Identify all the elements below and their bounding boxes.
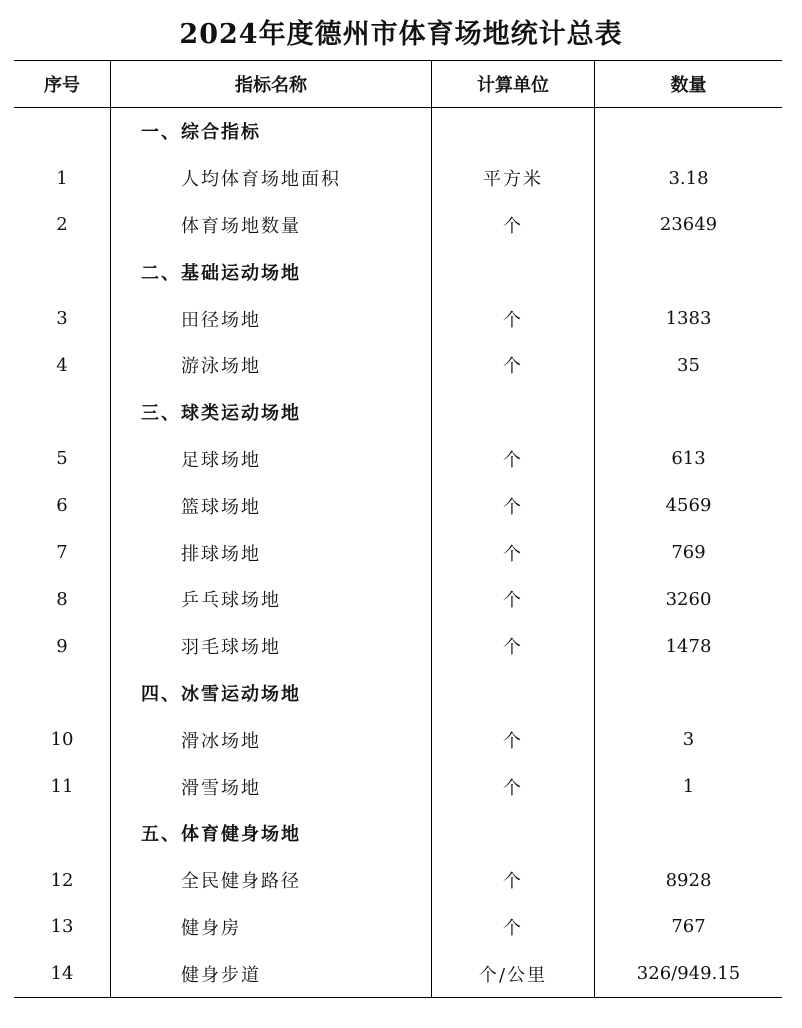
row-seq: 2: [56, 214, 68, 236]
row-name: 乒乓球场地: [111, 576, 432, 623]
row-unit: 个: [432, 763, 595, 810]
table-row: [14, 763, 782, 810]
row-unit: 个: [432, 857, 595, 904]
row-unit: 个: [432, 576, 595, 623]
row-value: 3: [595, 716, 783, 763]
row-value: [595, 248, 783, 295]
row-seq: 8: [56, 588, 68, 610]
row-value: 23649: [595, 202, 783, 249]
table-row: [14, 482, 782, 529]
category-name: 一、综合指标: [111, 108, 432, 155]
row-name: 篮球场地: [111, 482, 432, 529]
row-value: 1383: [595, 295, 783, 342]
row-seq: 14: [14, 950, 111, 997]
row-name: 羽毛球场地: [111, 623, 432, 670]
row-value: [595, 670, 783, 717]
row-unit: 个: [432, 436, 595, 483]
row-unit: 个: [432, 623, 595, 670]
category-name: 三、球类运动场地: [111, 389, 432, 436]
row-name: 健身房: [111, 904, 432, 951]
table-row: [14, 904, 782, 951]
table-row: [14, 576, 782, 623]
row-value: 3.18: [595, 155, 783, 202]
row-unit: 个: [432, 482, 595, 529]
row-seq: 1: [56, 167, 68, 189]
table-row: [14, 857, 782, 904]
row-seq: [14, 810, 111, 857]
row-seq: 4: [56, 354, 68, 376]
table-row: [14, 295, 782, 342]
header-unit: 计算单位: [432, 61, 595, 108]
row-value: [595, 389, 783, 436]
row-seq: 5: [56, 448, 68, 470]
row-seq: 6: [56, 495, 68, 517]
header-seq: 序号: [14, 61, 111, 108]
row-value: 1478: [595, 623, 783, 670]
row-name: 人均体育场地面积: [111, 155, 432, 202]
row-seq: [14, 248, 111, 295]
row-name: 游泳场地: [111, 342, 432, 389]
page-title: 2024年度德州市体育场地统计总表: [179, 19, 623, 50]
row-seq: [14, 108, 111, 155]
table-row: [14, 155, 782, 202]
table-header-row: [14, 61, 782, 108]
table-row: [14, 716, 782, 763]
row-seq: 3: [56, 308, 68, 330]
row-name: 体育场地数量: [111, 202, 432, 249]
row-value: 35: [595, 342, 783, 389]
row-seq: 10: [50, 729, 74, 751]
row-value: [595, 810, 783, 857]
row-unit: 个/公里: [432, 950, 595, 997]
table-row: [14, 202, 782, 249]
row-value: 3260: [595, 576, 783, 623]
header-name: 指标名称: [111, 61, 432, 108]
category-name: 四、冰雪运动场地: [111, 670, 432, 717]
row-name: 滑冰场地: [111, 716, 432, 763]
row-seq: 9: [56, 635, 68, 657]
row-unit: 个: [432, 529, 595, 576]
row-value: 1: [595, 763, 783, 810]
row-name: 全民健身路径: [111, 857, 432, 904]
row-unit: [432, 389, 595, 436]
row-name: 健身步道: [111, 950, 432, 997]
row-name: 足球场地: [111, 436, 432, 483]
table-row: [14, 529, 782, 576]
row-unit: [432, 248, 595, 295]
row-unit: 个: [432, 295, 595, 342]
row-seq: [14, 670, 111, 717]
row-value: 8928: [595, 857, 783, 904]
row-seq: 12: [50, 869, 74, 891]
table-row: [14, 623, 782, 670]
table-row: [14, 108, 782, 155]
row-unit: 平方米: [432, 155, 595, 202]
row-name: 滑雪场地: [111, 763, 432, 810]
row-name: 排球场地: [111, 529, 432, 576]
row-value: [595, 108, 783, 155]
table-row: [14, 342, 782, 389]
row-unit: [432, 108, 595, 155]
header-value: 数量: [595, 61, 783, 108]
table-row: [14, 810, 782, 857]
row-unit: 个: [432, 342, 595, 389]
row-unit: 个: [432, 716, 595, 763]
row-unit: 个: [432, 904, 595, 951]
category-name: 五、体育健身场地: [111, 810, 432, 857]
row-unit: 个: [432, 202, 595, 249]
table-row: [14, 389, 782, 436]
row-name: 田径场地: [111, 295, 432, 342]
category-name: 二、基础运动场地: [111, 248, 432, 295]
row-seq: 7: [56, 542, 68, 564]
row-seq: 13: [50, 916, 74, 938]
row-value: 767: [595, 904, 783, 951]
row-value: 326/949.15: [595, 950, 783, 997]
table-row: [14, 436, 782, 483]
table-row: [14, 670, 782, 717]
table-row: [14, 248, 782, 295]
row-seq: [14, 389, 111, 436]
row-unit: [432, 670, 595, 717]
row-value: 769: [595, 529, 783, 576]
row-unit: [432, 810, 595, 857]
row-seq: 11: [50, 776, 74, 798]
row-value: 4569: [595, 482, 783, 529]
row-value: 613: [595, 436, 783, 483]
table-row: [14, 950, 782, 997]
stats-table: [14, 60, 782, 998]
